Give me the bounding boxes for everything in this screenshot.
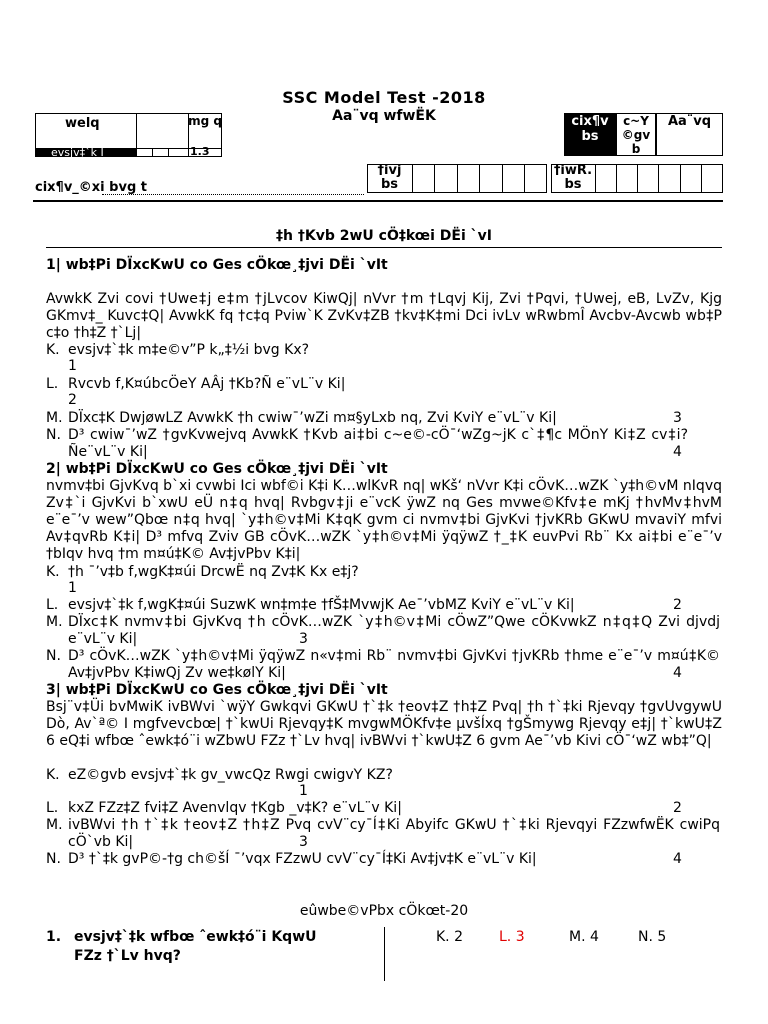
q2-option-text: †h ¯’v‡b f‚wgK‡¤úi DrcwË nq Zv‡K Kx e‡j? bbox=[68, 564, 359, 580]
question-1-passage: AvwkK Zvi covi †Uwe‡j e‡m †jLvcov KiwQj| nVvr †m †Lqvj Kij, Zvi †Pqvi, †Uwej, eB, LvZv, Kjg GKmv‡_ Kuvc‡Q| AvwkK fq †c‡q Pviw`K ZvKv‡ZB †kv‡K‡mi Dci ivLv wRwbmÎ Avcbv-Avcwb wb‡P c‡o †h‡Z †`Lj| bbox=[46, 291, 722, 341]
mcq-1-option-l[interactable]: L. 3 bbox=[499, 929, 525, 945]
q2-option-text: evsjv‡`‡k f‚wgK‡¤úi SuzwK wn‡m‡e †fŠ‡MvwjK Ae¯’vbMZ KviY e¨vL¨v Ki| bbox=[68, 597, 575, 613]
q1-option-label: K. bbox=[46, 342, 60, 358]
q2-option-label: N. bbox=[46, 648, 61, 664]
full-marks-label: c~Y ©gv b bbox=[621, 114, 651, 156]
mcq-1-option-m[interactable]: M. 4 bbox=[569, 929, 599, 945]
q1-option-mark: 3 bbox=[673, 410, 682, 426]
q1-option-mark: 1 bbox=[68, 358, 77, 374]
q3-option-label: M. bbox=[46, 817, 63, 833]
q1-option-label: M. bbox=[46, 410, 63, 426]
q3-option-text: ivBWvi †h †`‡k †eov‡Z †h‡Z Pvq cvV¨cy¯Í‡Ki Abyifc GKwU †`‡ki Rjevqyi FZzwfwËK cwiPq cÖ`vb Ki| bbox=[68, 817, 720, 850]
q1-option-text: D³ cwiw¯’wZ †gvKvwejvq AvwkK †Kvb ai‡bi c~e©-cÖ¯‘wZg~jK c`‡¶c MÖnY Ki‡Z cv‡i?Ñe¨vL¨v Ki| bbox=[68, 427, 688, 460]
q2-option-text: D³ cÖvK…wZK `y‡h©v‡Mi ÿqÿwZ n«v‡mi Rb¨ nvmv‡bi GjvKvi †jvKRb †hme e¨e¯’v m¤ú‡K© Av‡jvPbv K‡iwQj Zv we‡kølY Ki| bbox=[68, 648, 720, 681]
q2-option-label: K. bbox=[46, 564, 60, 580]
mcq-divider bbox=[384, 927, 385, 981]
q1-option-text: Rvcvb f‚K¤úbcÖeY AÂj †Kb?Ñ e¨vL¨v Ki| bbox=[68, 376, 346, 392]
chapter-label: Aa¨vq bbox=[667, 114, 712, 129]
q2-option-label: M. bbox=[46, 614, 63, 630]
q1-option-text: evsjv‡`‡k m‡e©v”P k„‡½i bvg Kx? bbox=[68, 342, 310, 358]
question-1-heading: 1| wb‡Pi DÏxcKwU co Ges cÖkœ¸‡jvi DËi `vIt bbox=[46, 257, 388, 273]
q3-option-text: eZ©gvb evsjv‡`‡k gv_vwcQz Rwgi cwigvY KZ? bbox=[68, 767, 393, 783]
q2-option-text: DÏxc‡K nvmv‡bi GjvKvq †h cÖvK…wZK `y‡h©v‡Mi cÖwZ”Qwe cÖKvwkZ n‡q‡Q Zvi djvdj e¨vL¨v Ki| bbox=[68, 614, 720, 647]
q2-option-label: L. bbox=[46, 597, 59, 613]
mcq-1-number: 1. bbox=[46, 929, 62, 945]
mcq-1-option-n[interactable]: N. 5 bbox=[638, 929, 667, 945]
q3-option-text: kxZ FZz‡Z fvi‡Z Avenvlqv †Kgb _v‡K? e¨vL¨v Ki| bbox=[68, 800, 402, 816]
exam-no-cell bbox=[564, 113, 616, 156]
page-subtitle: Aa¨vq wfwËK bbox=[332, 108, 436, 124]
reg-label: †iwR. bs bbox=[553, 163, 593, 192]
question-2-heading: 2| wb‡Pi DÏxcKwU co Ges cÖkœ¸‡jvi DËi `vIt bbox=[46, 461, 388, 477]
marks-value: 1.3 bbox=[190, 145, 210, 158]
q1-option-mark: 2 bbox=[68, 392, 77, 408]
section-title: ‡h †Kvb 2wU cÖ‡kœi DËi `vI bbox=[276, 228, 492, 244]
roll-label: †ivj bs bbox=[377, 163, 402, 192]
q2-option-mark: 1 bbox=[68, 580, 77, 596]
mcq-1-text: evsjv‡`‡k wfbœ ˆewk‡ó¨i KqwU bbox=[74, 929, 317, 945]
mcq-title: eûwbe©vPbx cÖkœt-20 bbox=[299, 903, 469, 919]
q3-option-mark: 4 bbox=[673, 851, 682, 867]
q3-option-mark: 1 bbox=[299, 783, 308, 799]
q1-option-label: L. bbox=[46, 376, 59, 392]
q1-option-label: N. bbox=[46, 427, 61, 443]
question-2-passage: nvmv‡bi GjvKvq b`xi cvwbi Ici wbf©i K‡i K…wlKvR nq| wKš‘ nVvr K‡i cÖvK…wZK `y‡h©vM nIqvq Zv‡`i GjvKvi b`xwU eÜ n‡q hvq| Rvbgv‡ji e¨vcK ÿwZ nq Ges mvwe©Kfv‡e mKj †hvMv‡hvM e¨e¯’v wew”Qbœ n‡q hvq| `y‡h©v‡Mi K‡qK gvm ci nvmv‡bi GjvKvi †jvKRb GKwU mvaviY mfvi Av‡qvRb K‡i| D³ mfvq Zviv GB cÖvK…wZK `y‡h©v‡Mi ÿqÿwZ †_‡K euvPvi Rb¨ Kx ai‡bi e¨e¯’v †bIqv hvq †m m¤ú‡K© Av‡jvPbv K‡i| bbox=[46, 478, 722, 562]
exam-no-label: cix¶v bs bbox=[571, 114, 609, 144]
q2-option-mark: 4 bbox=[673, 665, 682, 681]
q3-option-label: K. bbox=[46, 767, 60, 783]
examinee-name-field[interactable] bbox=[102, 194, 364, 195]
examinee-name-label: cix¶v_©xi bvg t bbox=[35, 180, 147, 195]
subject-label: welq bbox=[65, 116, 100, 131]
question-3-heading: 3| wb‡Pi DÏxcKwU co Ges cÖkœ¸‡jvi DËi `vIt bbox=[46, 682, 388, 698]
page-title: SSC Model Test -2018 bbox=[282, 88, 486, 107]
subject-row-text: evsjv‡`k I bbox=[51, 148, 104, 157]
q2-option-mark: 3 bbox=[299, 631, 308, 647]
subject-row-band bbox=[35, 148, 136, 157]
q3-option-mark: 3 bbox=[299, 834, 308, 850]
q2-option-mark: 2 bbox=[673, 597, 682, 613]
q3-option-text: D³ †`‡k gvP©-†g ch©šÍ ¯’vqx FZzwU cvV¨cy¯Í‡Ki Av‡jv‡K e¨vL¨v Ki| bbox=[68, 851, 537, 867]
header-divider bbox=[33, 200, 723, 202]
mcq-1-option-k[interactable]: K. 2 bbox=[436, 929, 463, 945]
q3-option-label: N. bbox=[46, 851, 61, 867]
marks-label: mg q bbox=[188, 114, 222, 128]
q3-option-label: L. bbox=[46, 800, 59, 816]
q3-option-mark: 2 bbox=[673, 800, 682, 816]
q1-option-mark: 4 bbox=[673, 444, 682, 460]
q1-option-text: DÏxc‡K DwjøwLZ AvwkK †h cwiw¯’wZi m¤§yLxb nq, Zvi KviY e¨vL¨v Ki| bbox=[68, 410, 557, 426]
question-3-passage: Bsj¨v‡Üi bvMwiK ivBWvi `wÿY Gwkqvi GKwU †`‡k †eov‡Z †h‡Z Pvq| †h †`‡ki Rjevqy †gvUvgywU Dò, Av`ª© I mgfvevcbœ| †`kwUi Rjevqy‡K mvgwMÖKfv‡e µvšÍxq †gŠmywg Rjevqy e‡j| †`kwU‡Z 6 eQ‡i wfbœ ˆewk‡ó¨i wZbwU FZz †`Lv hvq| ivBWvi †`kwU‡Z 6 gvm Ae¯’vb Kivi cÖ¯‘wZ wb‡”Q| bbox=[46, 699, 722, 749]
mcq-1-text: FZz †`Lv hvq? bbox=[74, 948, 181, 964]
